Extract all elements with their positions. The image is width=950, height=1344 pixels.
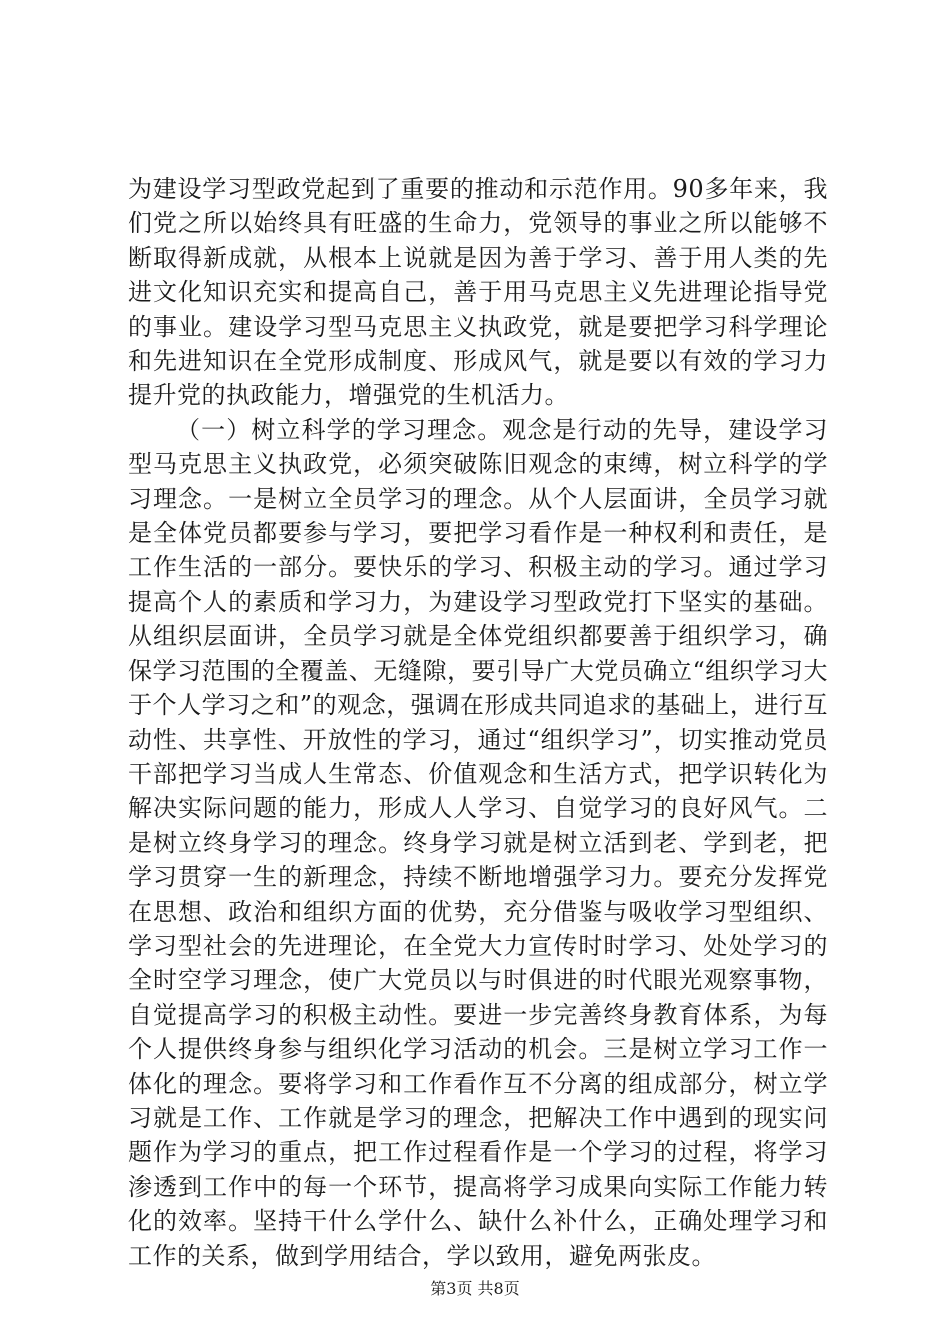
paragraph-learning-concept: （一）树立科学的学习理念。观念是行动的先导，建设学习型马克思主义执政党，必须突破陈旧观念的束缚，树立科学的学习理念。一是树立全员学习的理念。从个人层面讲，全员学习就是全体党员都要参与学习，要把学习看作是一种权利和责任，是工作生活的一部分。要快乐的学习、积极主动的学习。通过学习提高个人的素质和学习力，为建设学习型政党打下坚实的基础。从组织层面讲，全员学习就是全体党组织都要善于组织学习，确保学习范围的全覆盖、无缝隙，要引导广大党员确立“组织学习大于个人学习之和”的观念，强调在形成共同追求的基础上，进行互动性、共享性、开放性的学习，通过“组织学习”，切实推动党员干部把学习当成人生常态、价值观念和生活方式，把学识转化为解决实际问题的能力，形成人人学习、自觉学习的良好风气。二是树立终身学习的理念。终身学习就是树立活到老、学到老，把学习贯穿一生的新理念，持续不断地增强学习力。要充分发挥党在思想、政治和组织方面的优势，充分借鉴与吸收学习型组织、学习型社会的先进理论，在全党大力宣传时时学习、处处学习的全时空学习理念，使广大党员以与时俱进的时代眼光观察事物，自觉提高学习的积极主动性。要进一步完善终身教育体系，为每个人提供终身参与组织化学习活动的机会。三是树立学习工作一体化的理念。要将学习和工作看作互不分离的组成部分，树立学习就是工作、工作就是学习的理念，把解决工作中遇到的现实问题作为学习的重点，把工作过程看作是一个学习的过程，将学习渗透到工作中的每一个环节，提高将学习成果向实际工作能力转化的效率。坚持干什么学什么、缺什么补什么，正确处理学习和工作的关系，做到学用结合，学以致用，避免两张皮。 (128, 415, 828, 1270)
document-body (128, 172, 828, 1273)
page-footer: 第3页 共8页 (430, 1279, 520, 1298)
paragraph-continuation: 为建设学习型政党起到了重要的推动和示范作用。90多年来，我们党之所以始终具有旺盛的生命力，党领导的事业之所以能够不断取得新成就，从根本上说就是因为善于学习、善于用人类的先进文化知识充实和提高自己，善于用马克思主义先进理论指导党的事业。建设学习型马克思主义执政党，就是要把学习科学理论和先进知识在全党形成制度、形成风气，就是要以有效的学习力提升党的执政能力，增强党的生机活力。 (128, 175, 828, 410)
